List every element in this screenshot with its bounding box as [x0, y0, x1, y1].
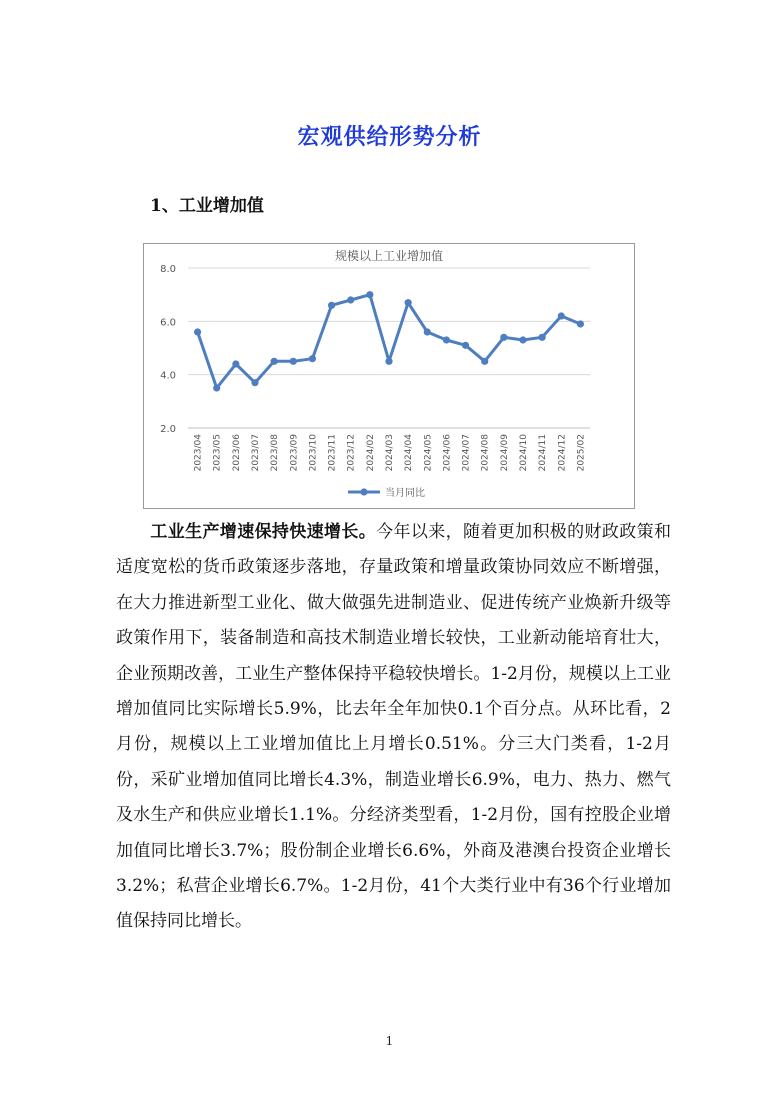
chart-title: 规模以上工业增加值	[334, 249, 444, 263]
data-point	[309, 355, 316, 362]
data-point	[462, 342, 469, 349]
x-tick-label: 2024/12	[557, 434, 568, 472]
x-tick-label: 2024/06	[442, 434, 453, 472]
legend-label: 当月同比	[385, 488, 425, 499]
body-paragraph	[116, 515, 671, 940]
page-number: 1	[385, 1034, 394, 1048]
x-tick-label: 2024/07	[461, 434, 472, 472]
data-point	[347, 296, 354, 303]
x-tick-label: 2023/04	[193, 434, 204, 472]
chart-frame	[143, 243, 635, 509]
x-tick-label: 2023/06	[231, 434, 242, 472]
x-tick-label: 2024/08	[480, 434, 491, 472]
x-tick-label: 2023/08	[270, 434, 281, 472]
x-tick-label: 2024/04	[404, 434, 415, 472]
data-point	[577, 320, 584, 327]
x-tick-label: 2025/02	[576, 434, 587, 472]
x-tick-label: 2023/07	[251, 434, 261, 472]
y-tick-label: 4.0	[160, 370, 176, 382]
line-chart	[144, 244, 634, 508]
legend-marker	[360, 488, 367, 495]
data-point	[271, 358, 278, 365]
page-title: 宏观供给形势分析	[297, 124, 482, 150]
x-tick-label: 2023/12	[346, 434, 357, 472]
paragraph-lead: 工业生产增速保持快速增长。	[150, 522, 377, 542]
data-point	[443, 336, 450, 343]
x-tick-label: 2024/09	[499, 434, 510, 472]
data-point	[213, 384, 220, 391]
data-point	[290, 358, 297, 365]
x-tick-label: 2024/10	[519, 434, 529, 472]
x-tick-label: 2023/05	[212, 434, 223, 472]
x-tick-label: 2024/03	[385, 434, 395, 472]
data-point	[405, 299, 412, 306]
data-point	[481, 358, 488, 365]
data-point	[558, 312, 565, 319]
x-tick-label: 2024/05	[423, 434, 434, 472]
data-point	[500, 334, 507, 341]
paragraph-text: 今年以来，随着更加积极的财政政策和适度宽松的货币政策逐步落地，存量政策和增量政策协同效应不断增强，在大力推进新型工业化、做大做强先进制造业、促进传统产业焕新升级等政策作用下，装备制造和高技术制造业增长较快，工业新动能培育壮大，企业预期改善，工业生产整体保持平稳较快增长。1-2月份，规模以上工业增加值同比实际增长5.9%，比去年全年加快0.1个百分点。从环比看，2月份，规模以上工业增加值比上月增长0.51%。分三大门类看，1-2月份，采矿业增加值同比增长4.3%，制造业增长6.9%，电力、热力、燃气及水生产和供应业增长1.1%。分经济类型看，1-2月份，国有控股企业增加值同比增长3.7%；股份制企业增长6.6%，外商及港澳台投资企业增长3.2%；私营企业增长6.7%。1-2月份，41个大类行业中有36个行业增加值保持同比增长。	[116, 522, 672, 932]
data-point	[232, 360, 239, 367]
data-point	[194, 328, 201, 335]
data-point	[519, 336, 526, 343]
section-heading: 1、工业增加值	[150, 196, 264, 216]
x-tick-label: 2024/11	[538, 434, 549, 472]
data-point	[385, 358, 392, 365]
y-tick-label: 2.0	[160, 424, 176, 435]
x-tick-label: 2023/10	[308, 434, 319, 472]
x-tick-label: 2023/09	[289, 434, 300, 472]
x-tick-label: 2023/11	[327, 434, 338, 472]
data-point	[251, 379, 258, 386]
y-tick-label: 8.0	[160, 264, 176, 275]
data-point	[424, 328, 431, 335]
y-tick-label: 6.0	[160, 317, 176, 329]
data-point	[328, 302, 335, 309]
data-point	[539, 334, 546, 341]
data-point	[366, 291, 373, 298]
x-tick-label: 2024/02	[365, 434, 376, 472]
